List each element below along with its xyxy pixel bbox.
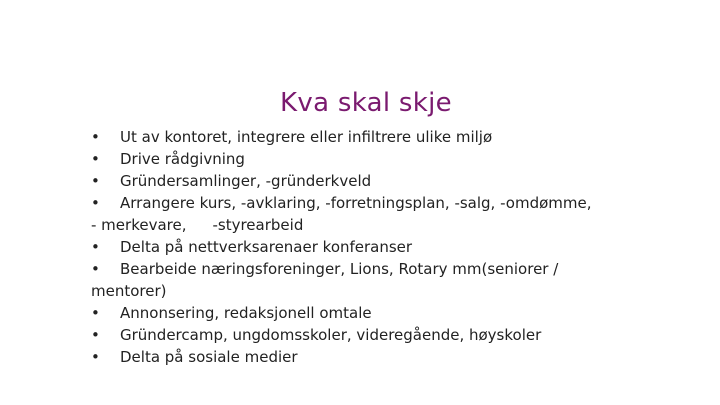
list-item-text: Gründercamp, ungdomsskoler, videregående, høyskoler (120, 326, 542, 344)
list-item-text: Ut av kontoret, integrere eller infiltrere ulike miljø (120, 128, 493, 146)
list-item-continuation-b: -styrearbeid (212, 216, 304, 234)
list-item (91, 346, 651, 368)
bullet-icon: • (91, 150, 100, 168)
list-item-text: Drive rådgivning (120, 150, 245, 168)
bullet-icon: • (91, 304, 100, 322)
slide-title-text: Kva skal skje (280, 88, 452, 118)
bullet-icon: • (91, 348, 100, 366)
bullet-icon: • (91, 238, 100, 256)
list-item (91, 236, 651, 258)
list-item (91, 302, 651, 324)
bullet-list (91, 126, 651, 368)
bullet-icon: • (91, 128, 100, 146)
bullet-icon: • (91, 194, 100, 212)
list-item (91, 148, 651, 170)
list-item-text: Gründersamlinger, -gründerkveld (120, 172, 372, 190)
list-item-text: Annonsering, redaksjonell omtale (120, 304, 372, 322)
bullet-icon: • (91, 172, 100, 190)
bullet-icon: • (91, 260, 100, 278)
list-item (91, 126, 651, 148)
list-item (91, 170, 651, 192)
list-item-text: Arrangere kurs, -avklaring, -forretningsplan, -salg, -omdømme, (120, 194, 592, 212)
list-item-continuation-a: - merkevare, (91, 216, 187, 234)
list-item-text: Delta på nettverksarenaer konferanser (120, 238, 413, 256)
list-item-text: Delta på sosiale medier (120, 348, 298, 366)
list-item-continuation (91, 214, 651, 236)
list-item (91, 324, 651, 346)
list-item (91, 192, 651, 236)
slide-title (0, 88, 720, 118)
list-item (91, 258, 651, 302)
list-item-text: Bearbeide næringsforeninger, Lions, Rotary mm(seniorer / (120, 260, 559, 278)
list-item-continuation: mentorer) (91, 282, 167, 300)
bullet-icon: • (91, 326, 100, 344)
